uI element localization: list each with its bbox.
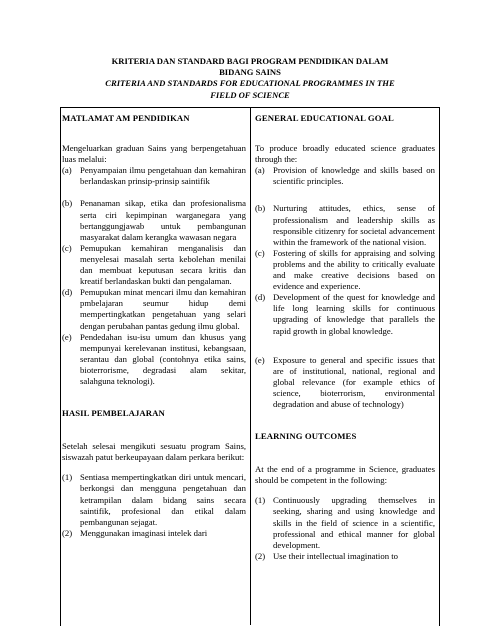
list-item: (2) Use their intellectual imagination to (255, 550, 398, 561)
intro-english: To produce broadly educated science graduates through the: (255, 143, 435, 165)
list-item: (e) Exposure to general and specific issues that are of institutional, national, regional and global relevance (for example ethics of science, bioterrorism, environmental degradation and abuse of technology) (255, 354, 435, 409)
heading-hasil: HASIL PEMBELAJARAN (62, 408, 165, 419)
right-column-english (255, 111, 435, 562)
document-header (60, 56, 440, 101)
intro-malay: Mengeluarkan graduan Sains yang berpengetahuan luas melalui: (62, 143, 246, 165)
list-item: (e) Pendedahan isu-isu umum dan khusus yang mempunyai kerelevanan institusi, kebangsaan, serantau dan global (contohnya etika sains, bioterrorisme, degradasi alam sekitar, salahguna teknologi). (62, 331, 246, 386)
list-item: (2) Menggunakan imaginasi intelek dari (62, 527, 208, 538)
column-divider (250, 107, 251, 625)
list-item: (c) Pemupukan kemahiran menganalisis dan menyelesai masalah serta kebolehan menilai dan membuat keputusan secara kritis dan kreatif berlandaskan bukti dan pengalaman. (62, 242, 246, 287)
list-item: (c) Fostering of skills for appraising and solving problems and the ability to critically evaluate and make creative decisions based on evidence and experience. (255, 247, 435, 292)
list-item: (b) Penanaman sikap, etika dan profesionalisma serta ciri kepimpinan warganegara yang bertanggungjawab untuk pembangunan masyarakat dalam kerangka wawasan negara (62, 198, 246, 242)
title-malay-line2: BIDANG SAINS (219, 67, 281, 78)
heading-general-goal: GENERAL EDUCATIONAL GOAL (255, 113, 394, 123)
intro-learning: At the end of a programme in Science, graduates should be competent in the following: (255, 464, 435, 486)
list-item: (1) Continuously upgrading themselves in seeking, sharing and using knowledge and skills in the field of science in a scientific, professional and ethical manner for global development. (255, 495, 435, 550)
list-item: (a) Penyampaian ilmu pengetahuan dan kemahiran berlandaskan prinsip-prinsip saintifik (62, 165, 246, 187)
list-item: (1) Sentiasa mempertingkatkan diri untuk mencari, berkongsi dan mengguna pengetahuan dan ketrampilan dalam bidang sains secara saintifik, profesional dan etikal dalam pembangunan sejagat. (62, 472, 246, 527)
heading-learning-outcomes: LEARNING OUTCOMES (255, 431, 357, 442)
title-malay-line1: KRITERIA DAN STANDARD BAGI PROGRAM PENDIDIKAN DALAM (111, 56, 389, 66)
left-column-malay (62, 111, 246, 539)
title-english-line2: FIELD OF SCIENCE (210, 89, 290, 100)
list-item: (d) Pemupukan minat mencari ilmu dan kemahiran pmbelajaran seumur hidup demi mempertingkatkan pengetahuan yang selari dengan perubahan pantas gedung ilmu global. (62, 287, 246, 331)
title-english-line1: CRITERIA AND STANDARDS FOR EDUCATIONAL PROGRAMMES IN THE (105, 78, 395, 89)
intro-hasil: Setelah selesai mengikuti sesuatu program Sains, siswazah patut berkeupayaan dalam perkara berikut: (62, 441, 246, 463)
list-item: (b) Nurturing attitudes, ethics, sense of professionalism and leadership skills as responsible citizenry for societal advancement within the framework of the national vision. (255, 203, 435, 247)
list-item: (d) Development of the quest for knowledge and life long learning skills for continuous upgrading of knowledge that parallels the rapid growth in global knowledge. (255, 292, 435, 336)
list-item: (a) Provision of knowledge and skills based on scientific principles. (255, 165, 435, 187)
heading-matlamat: MATLAMAT AM PENDIDIKAN (62, 113, 190, 123)
